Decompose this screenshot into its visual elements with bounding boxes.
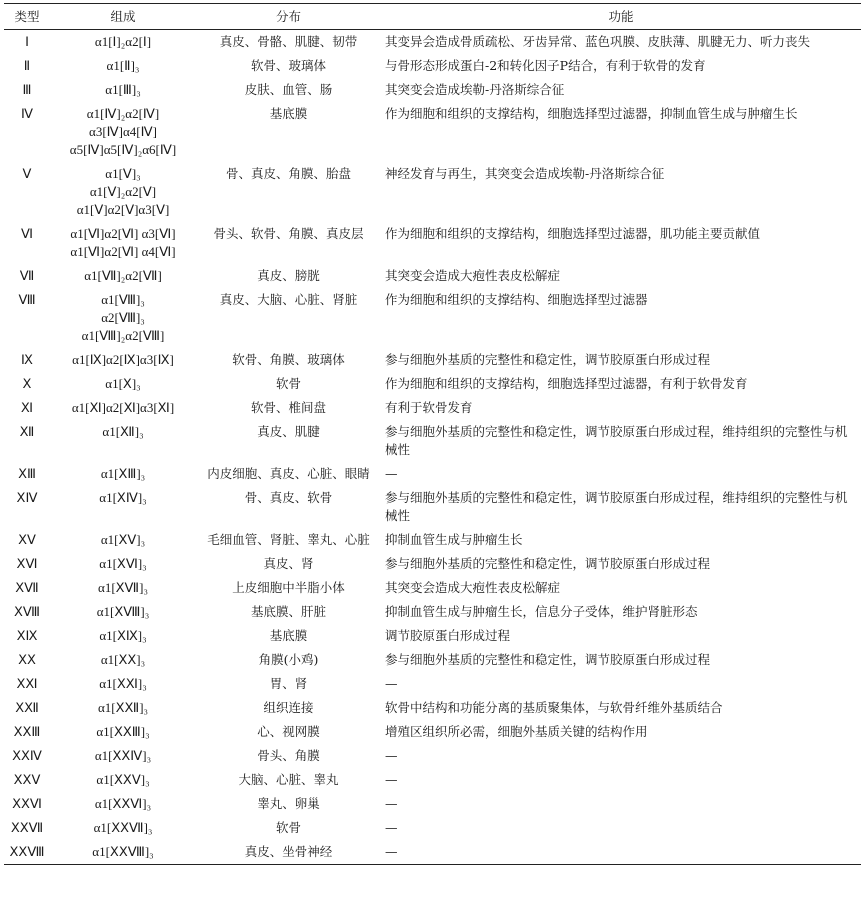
cell-composition xyxy=(50,264,196,288)
cell-type: ⅩⅧ xyxy=(13,604,41,619)
cell-type: ⅩⅦ xyxy=(15,580,39,595)
table-row xyxy=(4,102,861,162)
table-row xyxy=(4,576,861,600)
cell-type: Ⅹ xyxy=(22,376,32,391)
table-row xyxy=(4,768,861,792)
cell-function: 作为细胞和组织的支撑结构、细胞选择型过滤器 xyxy=(385,292,648,307)
cell-type: Ⅻ xyxy=(19,424,35,439)
cell-distribution: 内皮细胞、真皮、心脏、眼睛 xyxy=(207,466,370,481)
cell-composition xyxy=(50,576,196,600)
cell-distribution: 软骨、玻璃体 xyxy=(250,58,326,73)
table-row xyxy=(4,648,861,672)
cell-function: 作为细胞和组织的支撑结构，细胞选择型过滤器，有利于软骨发育 xyxy=(385,376,748,391)
cell-distribution: 毛细血管、肾脏、睾丸、心脏 xyxy=(207,532,370,547)
header-distribution: 分布 xyxy=(196,4,381,30)
cell-composition xyxy=(50,816,196,840)
header-row xyxy=(4,4,861,30)
table-row xyxy=(4,78,861,102)
table-row xyxy=(4,840,861,865)
cell-function: — xyxy=(385,748,398,763)
cell-distribution: 胃、肾 xyxy=(269,676,308,691)
cell-composition xyxy=(50,528,196,552)
cell-function: — xyxy=(385,772,398,787)
table-row xyxy=(4,396,861,420)
cell-composition xyxy=(50,744,196,768)
composition-line: α1[Ⅸ]α2[Ⅸ]α3[Ⅸ] xyxy=(72,352,174,367)
cell-composition xyxy=(50,600,196,624)
table-row xyxy=(4,744,861,768)
cell-type: ⅩⅩ xyxy=(18,652,36,667)
cell-function: 抑制血管生成与肿瘤生长 xyxy=(385,532,523,547)
composition-line: α1[ⅩⅩⅧ]₃ xyxy=(92,844,154,859)
composition-line: α1[ⅩⅫ]₃ xyxy=(97,700,149,715)
cell-distribution: 睾丸、卵巢 xyxy=(257,796,320,811)
cell-function: 参与细胞外基质的完整性和稳定性，调节胶原蛋白形成过程 xyxy=(385,352,711,367)
cell-function: 神经发育与再生，其突变会造成埃勒-丹洛斯综合征 xyxy=(385,166,665,181)
composition-line: α1[ⅩⅩⅣ]₃ xyxy=(94,748,152,763)
composition-line: α1[ⅩⅩⅤ]₃ xyxy=(96,772,150,787)
cell-distribution: 软骨 xyxy=(275,376,301,391)
table-row xyxy=(4,792,861,816)
composition-line: α1[Ⅴ]₂α2[Ⅴ] xyxy=(89,184,157,199)
header-composition: 组成 xyxy=(50,4,196,30)
composition-line: α1[ⅩⅨ]₃ xyxy=(99,628,147,643)
cell-composition xyxy=(50,54,196,78)
cell-composition xyxy=(50,462,196,486)
cell-composition xyxy=(50,696,196,720)
cell-function: — xyxy=(385,676,398,691)
table-row xyxy=(4,30,861,55)
cell-function: 有利于软骨发育 xyxy=(385,400,473,415)
composition-line: α1[Ⅳ]₂α2[Ⅳ] xyxy=(86,106,160,121)
cell-function: 作为细胞和组织的支撑结构，细胞选择型过滤器，肌功能主要贡献值 xyxy=(385,226,761,241)
cell-type: Ⅸ xyxy=(21,352,33,367)
cell-type: Ⅴ xyxy=(22,166,32,181)
composition-line: α1[ⅩⅢ]₃ xyxy=(100,466,146,481)
cell-type: Ⅲ xyxy=(22,82,32,97)
cell-type: ⅩⅩⅧ xyxy=(4,840,50,865)
composition-line: α1[Ⅻ]₃ xyxy=(102,424,144,439)
composition-line: α1[ⅩⅩⅥ]₃ xyxy=(94,796,152,811)
composition-line: α1[ⅩⅥ]₃ xyxy=(99,556,147,571)
cell-function: 其变异会造成骨质疏松、牙齿异常、蓝色巩膜、皮肤薄、肌腱无力、听力丧失 xyxy=(385,34,811,49)
cell-composition xyxy=(50,78,196,102)
table-header xyxy=(4,4,861,30)
cell-composition xyxy=(50,672,196,696)
cell-type: ⅩⅨ xyxy=(16,628,38,643)
table-row xyxy=(4,552,861,576)
header-type: 类型 xyxy=(4,4,50,30)
cell-distribution: 心、视网膜 xyxy=(257,724,320,739)
composition-line: α1[Ⅰ]₂α2[Ⅰ] xyxy=(94,34,152,49)
cell-type: ⅩⅫ xyxy=(15,700,39,715)
composition-line: α1[ⅩⅩⅦ]₃ xyxy=(93,820,153,835)
table-row xyxy=(4,162,861,222)
composition-line: α1[ⅩⅣ]₃ xyxy=(99,490,147,505)
cell-type: ⅩⅩⅦ xyxy=(10,820,44,835)
table-row xyxy=(4,696,861,720)
cell-type: ⅩⅥ xyxy=(16,556,38,571)
composition-line: α1[Ⅶ]₂α2[Ⅶ] xyxy=(84,268,162,283)
cell-distribution: 基底膜、肝脏 xyxy=(250,604,326,619)
cell-composition xyxy=(50,102,196,162)
composition-line: α1[ⅩⅩⅢ]₃ xyxy=(96,724,150,739)
composition-line: α1[ⅩⅩ]₃ xyxy=(100,652,146,667)
table-row xyxy=(4,624,861,648)
cell-composition xyxy=(50,30,196,55)
cell-function: 软骨中结构和功能分离的基质聚集体，与软骨纤维外基质结合 xyxy=(385,700,723,715)
composition-line: α1[Ⅲ]₃ xyxy=(105,82,141,97)
cell-distribution: 软骨、椎间盘 xyxy=(250,400,326,415)
table-row xyxy=(4,720,861,744)
cell-composition xyxy=(50,792,196,816)
table-row xyxy=(4,288,861,348)
cell-function: 抑制血管生成与肿瘤生长，信息分子受体，维护肾脏形态 xyxy=(385,604,698,619)
cell-composition xyxy=(50,648,196,672)
composition-line: α1[ⅩⅪ]₃ xyxy=(99,676,147,691)
cell-distribution: 软骨 xyxy=(275,820,301,835)
cell-type: Ⅷ xyxy=(18,292,36,307)
composition-line: α3[Ⅳ]α4[Ⅳ] xyxy=(89,124,157,139)
cell-composition xyxy=(50,162,196,222)
cell-distribution: 真皮、肌腱 xyxy=(257,424,320,439)
cell-composition xyxy=(50,372,196,396)
cell-distribution: 组织连接 xyxy=(263,700,314,715)
composition-line: α1[Ⅴ]₃ xyxy=(105,166,141,181)
cell-distribution: 真皮、坐骨神经 xyxy=(196,840,381,865)
cell-distribution: 骨、真皮、软骨 xyxy=(244,490,333,505)
cell-function: 增殖区组织所必需，细胞外基质关键的结构作用 xyxy=(385,724,648,739)
cell-composition xyxy=(50,348,196,372)
composition-line: α1[Ⅷ]₂α2[Ⅷ] xyxy=(81,328,165,343)
table-row xyxy=(4,486,861,528)
table-row xyxy=(4,528,861,552)
cell-distribution: 基底膜 xyxy=(269,106,308,121)
cell-function: — xyxy=(385,820,398,835)
cell-composition xyxy=(50,222,196,264)
table-row xyxy=(4,348,861,372)
cell-function: 调节胶原蛋白形成过程 xyxy=(385,628,511,643)
cell-distribution: 角膜(小鸡) xyxy=(258,652,319,667)
cell-type: ⅩⅢ xyxy=(18,466,36,481)
composition-line: α1[Ⅹ]₃ xyxy=(105,376,141,391)
composition-line: α1[Ⅵ]α2[Ⅵ] α4[Ⅵ] xyxy=(70,244,176,259)
cell-composition xyxy=(50,486,196,528)
cell-type: Ⅵ xyxy=(21,226,33,241)
cell-composition xyxy=(50,396,196,420)
table-row xyxy=(4,372,861,396)
cell-distribution: 基底膜 xyxy=(269,628,308,643)
cell-distribution: 真皮、膀胱 xyxy=(257,268,320,283)
table-row xyxy=(4,420,861,462)
cell-composition xyxy=(50,420,196,462)
cell-function: — xyxy=(381,840,861,865)
composition-line: α1[Ⅵ]α2[Ⅵ] α3[Ⅵ] xyxy=(70,226,176,241)
cell-distribution: 真皮、肾 xyxy=(263,556,314,571)
header-function: 功能 xyxy=(381,4,861,30)
table-row xyxy=(4,54,861,78)
table-row xyxy=(4,600,861,624)
cell-distribution: 真皮、大脑、心脏、肾脏 xyxy=(219,292,358,307)
cell-type: ⅩⅪ xyxy=(16,676,38,691)
cell-function: 参与细胞外基质的完整性和稳定性，调节胶原蛋白形成过程 xyxy=(385,556,711,571)
cell-function: — xyxy=(385,796,398,811)
cell-composition xyxy=(50,840,196,865)
cell-composition xyxy=(50,288,196,348)
cell-distribution: 骨头、软骨、角膜、真皮层 xyxy=(213,226,364,241)
table-row xyxy=(4,672,861,696)
composition-line: α5[Ⅳ]α5[Ⅳ]₂α6[Ⅳ] xyxy=(69,142,177,157)
cell-type: ⅩⅣ xyxy=(16,490,38,505)
cell-composition xyxy=(50,552,196,576)
table-body xyxy=(4,30,861,865)
cell-type: Ⅱ xyxy=(23,58,31,73)
cell-function: 其突变会造成埃勒-丹洛斯综合征 xyxy=(385,82,565,97)
cell-function: 与骨形态形成蛋白-2和转化因子P结合，有利于软骨的发育 xyxy=(385,58,706,73)
cell-distribution: 皮肤、血管、肠 xyxy=(244,82,333,97)
composition-line: α1[Ⅴ]α2[Ⅴ]α3[Ⅴ] xyxy=(76,202,170,217)
cell-type: ⅩⅩⅤ xyxy=(13,772,41,787)
table-row xyxy=(4,462,861,486)
cell-type: ⅩⅩⅢ xyxy=(13,724,41,739)
cell-function: — xyxy=(385,466,398,481)
composition-line: α2[Ⅷ]₃ xyxy=(101,310,145,325)
cell-type: Ⅺ xyxy=(20,400,34,415)
cell-function: 其突变会造成大疱性表皮松解症 xyxy=(385,268,561,283)
cell-distribution: 骨、真皮、角膜、胎盘 xyxy=(225,166,351,181)
cell-distribution: 大脑、心脏、睾丸 xyxy=(238,772,339,787)
table-row xyxy=(4,264,861,288)
cell-function: 参与细胞外基质的完整性和稳定性，调节胶原蛋白形成过程，维持组织的完整性与机械性 xyxy=(385,490,848,523)
cell-type: Ⅰ xyxy=(25,34,29,49)
cell-function: 参与细胞外基质的完整性和稳定性，调节胶原蛋白形成过程 xyxy=(385,652,711,667)
cell-type: Ⅳ xyxy=(21,106,33,121)
cell-function: 其突变会造成大疱性表皮松解症 xyxy=(385,580,561,595)
composition-line: α1[Ⅺ]α2[Ⅺ]α3[Ⅺ] xyxy=(71,400,175,415)
cell-function: 作为细胞和组织的支撑结构，细胞选择型过滤器，抑制血管生成与肿瘤生长 xyxy=(385,106,798,121)
cell-function: 参与细胞外基质的完整性和稳定性，调节胶原蛋白形成过程，维持组织的完整性与机械性 xyxy=(385,424,848,457)
cell-distribution: 真皮、骨骼、肌腱、韧带 xyxy=(219,34,358,49)
cell-distribution: 上皮细胞中半脂小体 xyxy=(232,580,345,595)
table-row xyxy=(4,222,861,264)
composition-line: α1[ⅩⅧ]₃ xyxy=(96,604,150,619)
table-row xyxy=(4,816,861,840)
composition-line: α1[Ⅷ]₃ xyxy=(101,292,145,307)
cell-type: Ⅶ xyxy=(19,268,35,283)
collagen-types-table xyxy=(4,3,861,865)
cell-composition xyxy=(50,624,196,648)
cell-composition xyxy=(50,720,196,744)
cell-type: ⅩⅤ xyxy=(18,532,36,547)
composition-line: α1[ⅩⅦ]₃ xyxy=(98,580,148,595)
composition-line: α1[Ⅱ]₃ xyxy=(106,58,140,73)
cell-type: ⅩⅩⅥ xyxy=(12,796,42,811)
cell-distribution: 软骨、角膜、玻璃体 xyxy=(232,352,345,367)
cell-type: ⅩⅩⅣ xyxy=(12,748,42,763)
cell-distribution: 骨头、角膜 xyxy=(257,748,320,763)
cell-composition xyxy=(50,768,196,792)
composition-line: α1[ⅩⅤ]₃ xyxy=(100,532,146,547)
